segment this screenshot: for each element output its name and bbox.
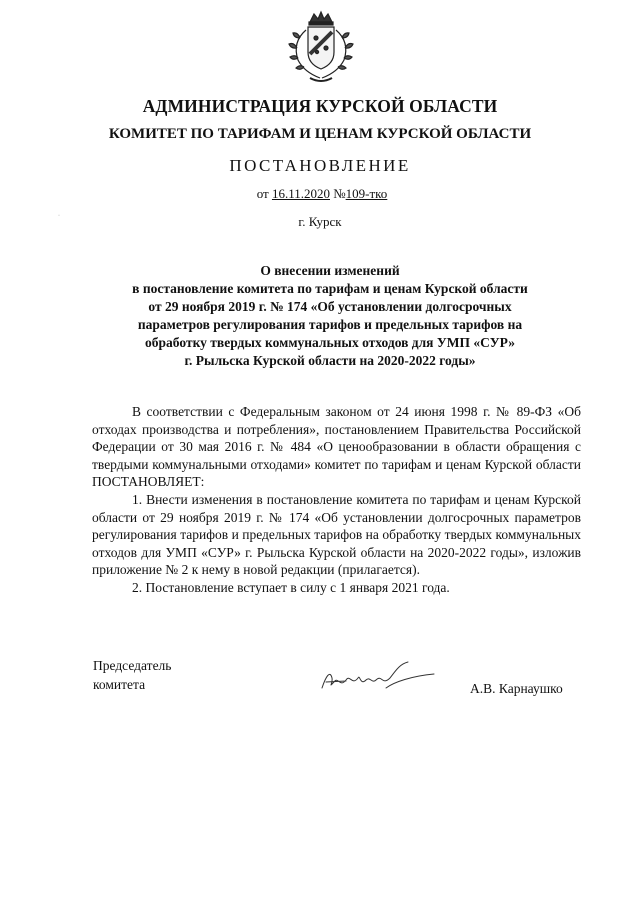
subject-line: в постановление комитета по тарифам и ценам Курской области xyxy=(132,281,528,296)
document-number: 109-тко xyxy=(345,186,388,201)
subject-line: от 29 ноября 2019 г. № 174 «Об установлении долгосрочных xyxy=(148,299,512,314)
org-title-administration: АДМИНИСТРАЦИЯ КУРСКОЙ ОБЛАСТИ xyxy=(142,96,498,116)
document-subject xyxy=(100,262,560,370)
date-prefix: от xyxy=(256,186,269,201)
subject-line: г. Рыльска Курской области на 2020-2022 годы» xyxy=(184,353,476,368)
handwritten-signature xyxy=(316,658,436,698)
document-body xyxy=(92,403,581,597)
subject-line: обработку твердых коммунальных отходов для УМП «СУР» xyxy=(145,335,515,350)
org-title-committee: КОМИТЕТ ПО ТАРИФАМ И ЦЕНАМ КУРСКОЙ ОБЛАСТИ xyxy=(108,126,532,142)
signer-position-line: комитета xyxy=(93,677,146,692)
number-prefix: № xyxy=(333,186,346,201)
subject-line: О внесении изменений xyxy=(260,263,400,278)
body-paragraph-item-2: 2. Постановление вступает в силу с 1 января 2021 года. xyxy=(132,579,450,595)
margin-mark: · xyxy=(58,213,60,219)
document-type: ПОСТАНОВЛЕНИЕ xyxy=(229,156,411,175)
signer-name: А.В. Карнаушко xyxy=(470,681,563,696)
signer-position xyxy=(93,656,171,694)
body-paragraph-item-1: 1. Внести изменения в постановление комитета по тарифам и ценам Курской области от 29 ноября 2019 г. № 174 «Об установлении долгосрочных параметров регулирования тарифов и предельных тарифов на обработку твердых коммунальных отходов для УМП «СУР» г. Рыльска Курской области на 2020-2022 годы», изложив приложение № 2 к нему в новой редакции (прилагается). xyxy=(92,491,581,578)
subject-line: параметров регулирования тарифов и предельных тарифов на xyxy=(137,317,523,332)
signer-position-line: Председатель xyxy=(93,658,172,673)
coat-of-arms-emblem xyxy=(286,8,356,86)
document-date: 16.11.2020 xyxy=(271,186,330,201)
body-paragraph-preamble: В соответствии с Федеральным законом от 24 июня 1998 г. № 89-ФЗ «Об отходах производства и потребления», постановлением Правительства Российской Федерации от 30 мая 2016 г. № 484 «О ценообразовании в области обращения с твердыми коммунальными отходами» комитет по тарифам и ценам Курской области ПОСТАНОВЛЯЕТ: xyxy=(92,404,581,490)
issue-city: г. Курск xyxy=(298,214,342,229)
date-number-line xyxy=(2,186,640,202)
